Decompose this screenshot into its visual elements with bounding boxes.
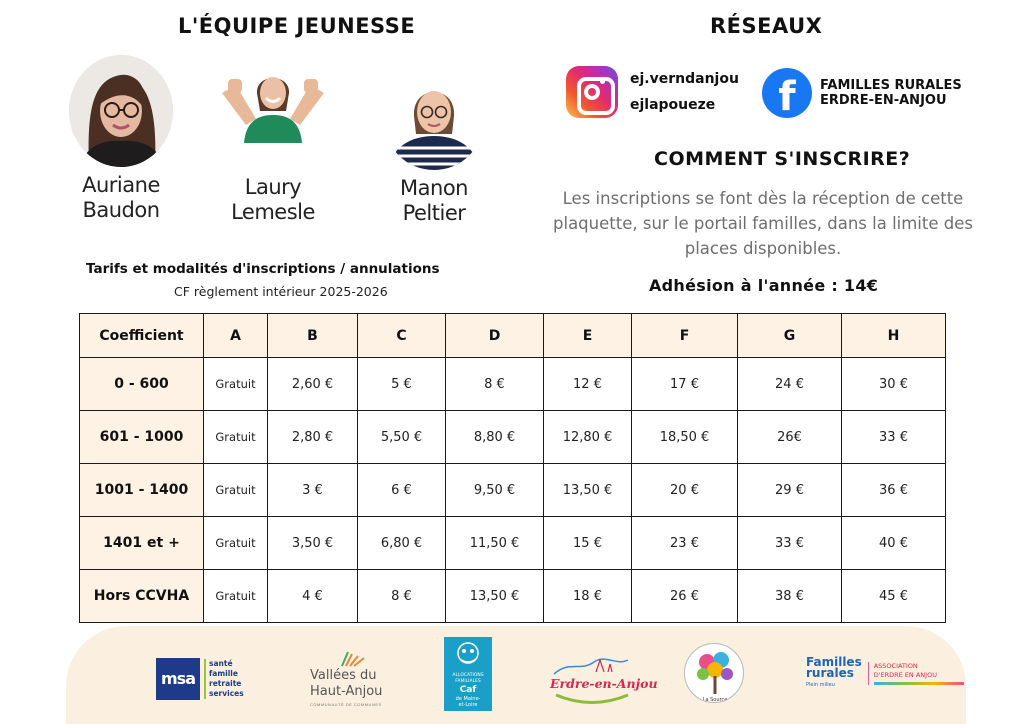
table-row: [80, 358, 946, 411]
rate-cell: 6 €: [358, 464, 446, 517]
rate-cell: Gratuit: [204, 411, 268, 464]
row-label: 1401 et +: [80, 517, 204, 570]
column-header-coefficient: Coefficient: [80, 314, 204, 358]
rate-cell: 4 €: [268, 570, 358, 623]
rate-cell: 3,50 €: [268, 517, 358, 570]
familles-rurales-logo: Familles rurales Plein milieu ASSOCIATION D'ERDRE EN ANJOU: [806, 657, 964, 689]
rate-cell: Gratuit: [204, 570, 268, 623]
table-row: [80, 411, 946, 464]
rate-cell: 6,80 €: [358, 517, 446, 570]
rate-cell: 33 €: [842, 411, 946, 464]
instagram-icon: [566, 66, 618, 118]
instagram-handle: ej.verndanjou: [630, 71, 739, 87]
rate-cell: Gratuit: [204, 358, 268, 411]
member-name: Manon Peltier: [400, 176, 468, 225]
member-name: Auriane Baudon: [82, 173, 160, 222]
row-label: 0 - 600: [80, 358, 204, 411]
avatar: [69, 55, 173, 167]
rate-cell: 9,50 €: [446, 464, 544, 517]
member-name: Laury Lemesle: [231, 175, 315, 224]
rate-cell: 18,50 €: [632, 411, 738, 464]
rates-title: Tarifs et modalités d'inscriptions / annulations: [86, 261, 440, 277]
table-row: [80, 570, 946, 623]
la-source-logo: [684, 643, 744, 703]
row-label: Hors CCVHA: [80, 570, 204, 623]
signup-text: Les inscriptions se font dès la réception de cette plaquette, sur le portail familles, dans la limite des places disponibles.: [553, 189, 973, 258]
rate-cell: 33 €: [738, 517, 842, 570]
rate-cell: 5 €: [358, 358, 446, 411]
rate-cell: 20 €: [632, 464, 738, 517]
rate-cell: 2,60 €: [268, 358, 358, 411]
rate-cell: 38 €: [738, 570, 842, 623]
team-member-auriane: [62, 55, 180, 223]
rate-cell: 26€: [738, 411, 842, 464]
rate-cell: 8 €: [358, 570, 446, 623]
rate-cell: 3 €: [268, 464, 358, 517]
row-label: 1001 - 1400: [80, 464, 204, 517]
networks-title: RÉSEAUX: [710, 14, 823, 38]
rate-cell: 13,50 €: [544, 464, 632, 517]
rate-cell: 45 €: [842, 570, 946, 623]
rate-cell: 12,80 €: [544, 411, 632, 464]
column-header-c: C: [358, 314, 446, 358]
column-header-h: H: [842, 314, 946, 358]
caf-logo: ALLOCATIONS FAMILIALES Caf de Maine- et-Loire: [444, 637, 492, 711]
table-row: [80, 517, 946, 570]
column-header-f: F: [632, 314, 738, 358]
rate-cell: Gratuit: [204, 517, 268, 570]
rate-cell: 26 €: [632, 570, 738, 623]
rate-cell: 11,50 €: [446, 517, 544, 570]
msa-logo: msa santé famille retraite services: [156, 658, 244, 700]
column-header-g: G: [738, 314, 842, 358]
rate-cell: 13,50 €: [446, 570, 544, 623]
rate-cell: 15 €: [544, 517, 632, 570]
rate-cell: 40 €: [842, 517, 946, 570]
rates-subtitle: CF règlement intérieur 2025-2026: [174, 284, 388, 299]
rate-cell: Gratuit: [204, 464, 268, 517]
rate-cell: 8 €: [446, 358, 544, 411]
rate-cell: 5,50 €: [358, 411, 446, 464]
column-header-b: B: [268, 314, 358, 358]
rates-table: [79, 313, 946, 623]
rate-cell: 18 €: [544, 570, 632, 623]
table-row: [80, 464, 946, 517]
column-header-a: A: [204, 314, 268, 358]
rate-cell: 30 €: [842, 358, 946, 411]
instagram-block: [566, 66, 739, 118]
column-header-e: E: [544, 314, 632, 358]
team-title: L'ÉQUIPE JEUNESSE: [178, 14, 416, 38]
rate-cell: 12 €: [544, 358, 632, 411]
vallees-du-haut-anjou-logo: Vallées du Haut-Anjou COMMUNAUTÉ DE COMMUNES: [310, 648, 384, 707]
avatar: [384, 70, 484, 170]
facebook-block: [762, 68, 962, 118]
rate-cell: 24 €: [738, 358, 842, 411]
team-member-laury: [210, 65, 336, 225]
instagram-handle: ejlapoueze: [630, 97, 716, 113]
avatar: [214, 65, 332, 143]
rate-cell: 23 €: [632, 517, 738, 570]
facebook-page-name: FAMILLES RURALES ERDRE-EN-ANJOU: [820, 78, 962, 108]
instagram-handles: [630, 66, 739, 118]
rate-cell: 17 €: [632, 358, 738, 411]
team-member-manon: [382, 70, 486, 226]
la-source-text: La Source: [702, 697, 728, 703]
erdre-en-anjou-logo: Erdre-en-Anjou: [550, 654, 658, 705]
rate-cell: 2,80 €: [268, 411, 358, 464]
rate-cell: 8,80 €: [446, 411, 544, 464]
rate-cell: 29 €: [738, 464, 842, 517]
column-header-d: D: [446, 314, 544, 358]
table-header-row: [80, 314, 946, 358]
facebook-icon: f: [762, 68, 812, 118]
row-label: 601 - 1000: [80, 411, 204, 464]
membership-fee: Adhésion à l'année : 14€: [649, 276, 879, 295]
signup-title: COMMENT S'INSCRIRE?: [654, 148, 911, 170]
rate-cell: 36 €: [842, 464, 946, 517]
